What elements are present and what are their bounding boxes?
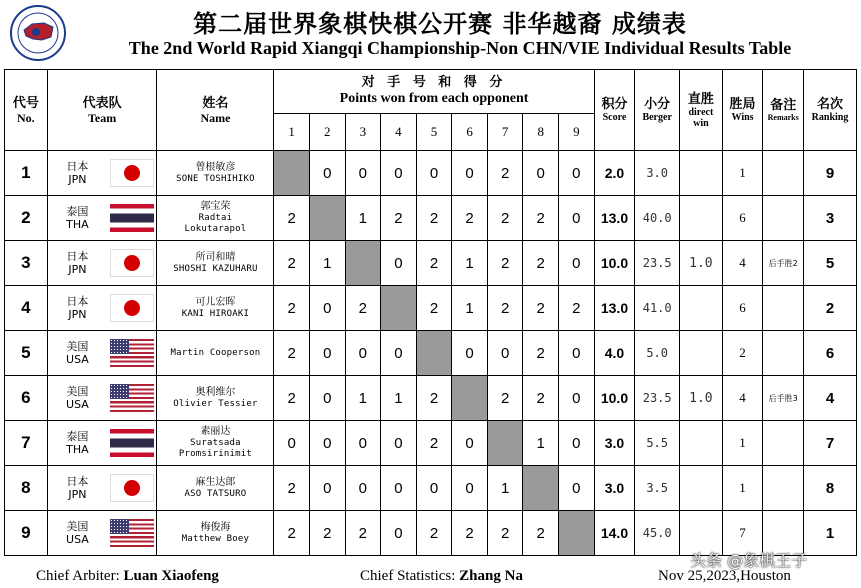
score-cell: 2 — [274, 286, 310, 331]
country-code: USA — [66, 533, 89, 546]
score-cell: 0 — [559, 151, 595, 196]
jpn-flag-icon — [110, 249, 154, 277]
direct-win — [680, 286, 723, 331]
score-cell: 0 — [487, 331, 523, 376]
self-cell — [416, 331, 452, 376]
player-name — [157, 376, 274, 421]
player-name — [157, 241, 274, 286]
player-name — [157, 286, 274, 331]
player-number: 4 — [5, 286, 48, 331]
player-row — [5, 421, 857, 466]
direct-win — [680, 466, 723, 511]
score-cell: 0 — [416, 466, 452, 511]
player-name-cn: 梅俊海 — [200, 521, 231, 533]
flag-cell — [107, 151, 157, 196]
self-cell — [381, 286, 417, 331]
player-row — [5, 196, 857, 241]
score-cell: 2 — [487, 196, 523, 241]
player-name — [157, 466, 274, 511]
score-cell: 0 — [452, 466, 488, 511]
player-number: 7 — [5, 421, 48, 466]
watermark: 头条 @象棋王子 — [690, 551, 808, 570]
score-cell: 2 — [274, 196, 310, 241]
score-cell: 2 — [274, 376, 310, 421]
ranking: 4 — [804, 376, 857, 421]
player-number: 1 — [5, 151, 48, 196]
results-table — [4, 69, 857, 556]
player-name-cn: 素丽达 — [200, 426, 231, 437]
opponent-number-header: 5 — [416, 114, 452, 151]
player-number: 9 — [5, 511, 48, 556]
chief-arbiter: Chief Arbiter: Luan Xiaofeng — [36, 568, 219, 584]
berger-score: 40.0 — [635, 196, 680, 241]
score-cell: 0 — [452, 421, 488, 466]
score-cell: 2 — [487, 511, 523, 556]
title-chinese: 第二届世界象棋快棋公开赛 非华越裔 成绩表 — [193, 10, 687, 38]
player-number: 8 — [5, 466, 48, 511]
player-name — [157, 196, 274, 241]
remarks — [763, 466, 804, 511]
player-name-cn: 郭宝荣 — [200, 201, 231, 212]
score-cell: 2 — [345, 511, 381, 556]
score-cell: 1 — [523, 421, 559, 466]
ranking: 7 — [804, 421, 857, 466]
score-cell: 1 — [309, 241, 345, 286]
berger-score: 23.5 — [635, 376, 680, 421]
header-berger: 小分 Berger — [635, 70, 680, 151]
berger-score: 5.0 — [635, 331, 680, 376]
ranking: 2 — [804, 286, 857, 331]
score-cell: 2 — [416, 196, 452, 241]
score-cell: 0 — [381, 511, 417, 556]
berger-score: 5.5 — [635, 421, 680, 466]
score-cell: 0 — [559, 196, 595, 241]
championship-logo — [6, 4, 70, 62]
total-score: 3.0 — [594, 421, 635, 466]
player-row — [5, 151, 857, 196]
berger-score: 23.5 — [635, 241, 680, 286]
score-cell: 2 — [416, 376, 452, 421]
score-cell: 0 — [345, 421, 381, 466]
total-score: 4.0 — [594, 331, 635, 376]
player-name — [157, 421, 274, 466]
self-cell — [559, 511, 595, 556]
player-number: 3 — [5, 241, 48, 286]
self-cell — [523, 466, 559, 511]
player-name — [157, 511, 274, 556]
header-name: 姓名 Name — [157, 70, 274, 151]
remarks — [763, 421, 804, 466]
wins-count: 6 — [722, 196, 763, 241]
score-cell: 0 — [345, 331, 381, 376]
score-cell: 2 — [416, 421, 452, 466]
wins-count: 1 — [722, 421, 763, 466]
usa-flag-icon — [110, 339, 154, 367]
player-row — [5, 331, 857, 376]
header-team: 代表队 Team — [47, 70, 157, 151]
country-cn: 日本 — [66, 475, 89, 488]
score-cell: 2 — [523, 241, 559, 286]
self-cell — [274, 151, 310, 196]
country-cn: 泰国 — [66, 205, 89, 218]
score-cell: 0 — [416, 151, 452, 196]
wins-count: 2 — [722, 331, 763, 376]
score-cell: 0 — [452, 331, 488, 376]
score-cell: 2 — [345, 286, 381, 331]
player-number: 6 — [5, 376, 48, 421]
score-cell: 2 — [523, 376, 559, 421]
opponent-number-header: 8 — [523, 114, 559, 151]
ranking: 1 — [804, 511, 857, 556]
direct-win — [680, 151, 723, 196]
player-country — [47, 286, 107, 331]
header-no: 代号 No. — [5, 70, 48, 151]
score-cell: 0 — [309, 421, 345, 466]
player-name-cn: 所司和晴 — [195, 251, 236, 263]
usa-flag-icon — [110, 384, 154, 412]
score-cell: 0 — [309, 466, 345, 511]
title-english: The 2nd World Rapid Xiangqi Championship-Non CHN/VIE Individual Results Table — [128, 38, 792, 58]
player-row — [5, 241, 857, 286]
player-name-en: Radtai — [198, 213, 233, 223]
player-country — [47, 421, 107, 466]
country-cn: 日本 — [66, 295, 89, 308]
remarks — [763, 286, 804, 331]
score-cell: 2 — [487, 286, 523, 331]
score-cell: 2 — [416, 286, 452, 331]
self-cell — [309, 196, 345, 241]
score-cell: 2 — [274, 466, 310, 511]
country-cn: 日本 — [66, 160, 89, 173]
jpn-flag-icon — [110, 474, 154, 502]
player-name-cn: 奥利维尔 — [195, 386, 236, 398]
score-cell: 1 — [487, 466, 523, 511]
score-cell: 2 — [487, 151, 523, 196]
score-cell: 0 — [452, 151, 488, 196]
flag-cell — [107, 466, 157, 511]
player-name-cn: 麻生达郎 — [195, 476, 236, 488]
ranking: 9 — [804, 151, 857, 196]
score-cell: 2 — [487, 241, 523, 286]
opponent-number-header: 6 — [452, 114, 488, 151]
wins-count: 1 — [722, 466, 763, 511]
wins-count: 7 — [722, 511, 763, 556]
score-cell: 1 — [345, 196, 381, 241]
wins-count: 4 — [722, 241, 763, 286]
player-name-en: ASO TATSURO — [184, 488, 247, 499]
header-remarks: 备注 Remarks — [763, 70, 804, 151]
score-cell: 2 — [523, 331, 559, 376]
remarks: 后手胜2 — [763, 241, 804, 286]
score-cell: 2 — [523, 511, 559, 556]
player-country — [47, 331, 107, 376]
country-code: THA — [66, 218, 89, 231]
opponent-number-header: 1 — [274, 114, 310, 151]
flag-cell — [107, 196, 157, 241]
total-score: 10.0 — [594, 376, 635, 421]
score-cell: 0 — [381, 151, 417, 196]
score-cell: 1 — [452, 286, 488, 331]
player-country — [47, 151, 107, 196]
wins-count: 1 — [722, 151, 763, 196]
self-cell — [487, 421, 523, 466]
player-name-en: KANI HIROAKI — [181, 308, 250, 319]
usa-flag-icon — [110, 519, 154, 547]
score-cell: 2 — [416, 241, 452, 286]
wins-count: 4 — [722, 376, 763, 421]
score-cell: 0 — [381, 331, 417, 376]
ranking: 6 — [804, 331, 857, 376]
opponent-number-header: 2 — [309, 114, 345, 151]
wins-count: 6 — [722, 286, 763, 331]
score-cell: 0 — [345, 466, 381, 511]
player-row — [5, 376, 857, 421]
flag-cell — [107, 286, 157, 331]
country-code: JPN — [68, 308, 87, 321]
berger-score: 45.0 — [635, 511, 680, 556]
player-name-en: Promsirinimit — [178, 449, 252, 459]
country-code: JPN — [68, 488, 87, 501]
score-cell: 0 — [309, 151, 345, 196]
ranking: 3 — [804, 196, 857, 241]
remarks — [763, 151, 804, 196]
player-name — [157, 331, 274, 376]
score-cell: 2 — [309, 511, 345, 556]
header-opponents: 对 手 号 和 得 分 Points won from each opponent — [274, 70, 594, 114]
country-cn: 泰国 — [66, 430, 89, 443]
score-cell: 0 — [309, 376, 345, 421]
opponent-number-header: 7 — [487, 114, 523, 151]
direct-win: 1.0 — [680, 376, 723, 421]
player-name-en: Matthew Boey — [181, 533, 250, 544]
player-country — [47, 241, 107, 286]
player-name-cn: 可儿宏晖 — [195, 296, 236, 308]
header-direct-win: 直胜 direct win — [680, 70, 723, 151]
score-cell: 0 — [309, 286, 345, 331]
self-cell — [452, 376, 488, 421]
player-name-en: SHOSHI KAZUHARU — [173, 263, 258, 274]
score-cell: 2 — [274, 331, 310, 376]
total-score: 2.0 — [594, 151, 635, 196]
direct-win — [680, 331, 723, 376]
score-cell: 0 — [559, 241, 595, 286]
score-cell: 1 — [381, 376, 417, 421]
score-cell: 2 — [523, 286, 559, 331]
berger-score: 41.0 — [635, 286, 680, 331]
country-cn: 日本 — [66, 250, 89, 263]
country-cn: 美国 — [66, 520, 89, 533]
player-number: 2 — [5, 196, 48, 241]
score-cell: 0 — [523, 151, 559, 196]
berger-score: 3.0 — [635, 151, 680, 196]
score-cell: 2 — [487, 376, 523, 421]
score-cell: 1 — [452, 241, 488, 286]
player-name-en: Suratsada — [190, 438, 241, 448]
date-location: Nov 25,2023,Houston — [658, 568, 791, 584]
score-cell: 2 — [452, 196, 488, 241]
total-score: 13.0 — [594, 286, 635, 331]
player-name-cn: 曾根敏彦 — [195, 161, 236, 173]
score-cell: 0 — [381, 241, 417, 286]
country-code: USA — [66, 398, 89, 411]
opponent-number-header: 4 — [381, 114, 417, 151]
chief-statistics: Chief Statistics: Zhang Na — [360, 568, 523, 584]
score-cell: 2 — [523, 196, 559, 241]
player-name-en: SONE TOSHIHIKO — [176, 173, 255, 184]
score-cell: 0 — [559, 331, 595, 376]
flag-cell — [107, 421, 157, 466]
country-code: USA — [66, 353, 89, 366]
score-cell: 0 — [559, 376, 595, 421]
tha-flag-icon — [110, 204, 154, 232]
country-code: JPN — [68, 173, 87, 186]
score-cell: 2 — [274, 241, 310, 286]
player-country — [47, 511, 107, 556]
country-cn: 美国 — [66, 385, 89, 398]
opponent-number-header: 9 — [559, 114, 595, 151]
score-cell: 0 — [381, 421, 417, 466]
tha-flag-icon — [110, 429, 154, 457]
player-number: 5 — [5, 331, 48, 376]
score-cell: 0 — [559, 466, 595, 511]
player-name-en: Martin Cooperson — [170, 347, 261, 358]
ranking: 5 — [804, 241, 857, 286]
player-name — [157, 151, 274, 196]
score-cell: 0 — [309, 331, 345, 376]
direct-win — [680, 196, 723, 241]
score-cell: 0 — [381, 466, 417, 511]
flag-cell — [107, 241, 157, 286]
remarks — [763, 331, 804, 376]
score-cell: 2 — [274, 511, 310, 556]
country-cn: 美国 — [66, 340, 89, 353]
player-country — [47, 376, 107, 421]
flag-cell — [107, 376, 157, 421]
player-country — [47, 466, 107, 511]
header-wins: 胜局 Wins — [722, 70, 763, 151]
remarks: 后手胜3 — [763, 376, 804, 421]
self-cell — [345, 241, 381, 286]
direct-win — [680, 421, 723, 466]
score-cell: 0 — [274, 421, 310, 466]
total-score: 3.0 — [594, 466, 635, 511]
direct-win: 1.0 — [680, 241, 723, 286]
country-code: THA — [66, 443, 89, 456]
player-name-en: Olivier Tessier — [173, 398, 258, 409]
jpn-flag-icon — [110, 159, 154, 187]
total-score: 10.0 — [594, 241, 635, 286]
score-cell: 2 — [416, 511, 452, 556]
score-cell: 2 — [452, 511, 488, 556]
jpn-flag-icon — [110, 294, 154, 322]
opponent-number-header: 3 — [345, 114, 381, 151]
player-name-en: Lokutarapol — [184, 224, 247, 234]
berger-score: 3.5 — [635, 466, 680, 511]
remarks — [763, 196, 804, 241]
score-cell: 0 — [345, 151, 381, 196]
total-score: 14.0 — [594, 511, 635, 556]
header-score: 积分 Score — [594, 70, 635, 151]
score-cell: 0 — [559, 421, 595, 466]
player-country — [47, 196, 107, 241]
player-row — [5, 286, 857, 331]
player-row — [5, 466, 857, 511]
ranking: 8 — [804, 466, 857, 511]
score-cell: 1 — [345, 376, 381, 421]
country-code: JPN — [68, 263, 87, 276]
flag-cell — [107, 511, 157, 556]
flag-cell — [107, 331, 157, 376]
score-cell: 2 — [559, 286, 595, 331]
score-cell: 2 — [381, 196, 417, 241]
total-score: 13.0 — [594, 196, 635, 241]
header-ranking: 名次 Ranking — [804, 70, 857, 151]
